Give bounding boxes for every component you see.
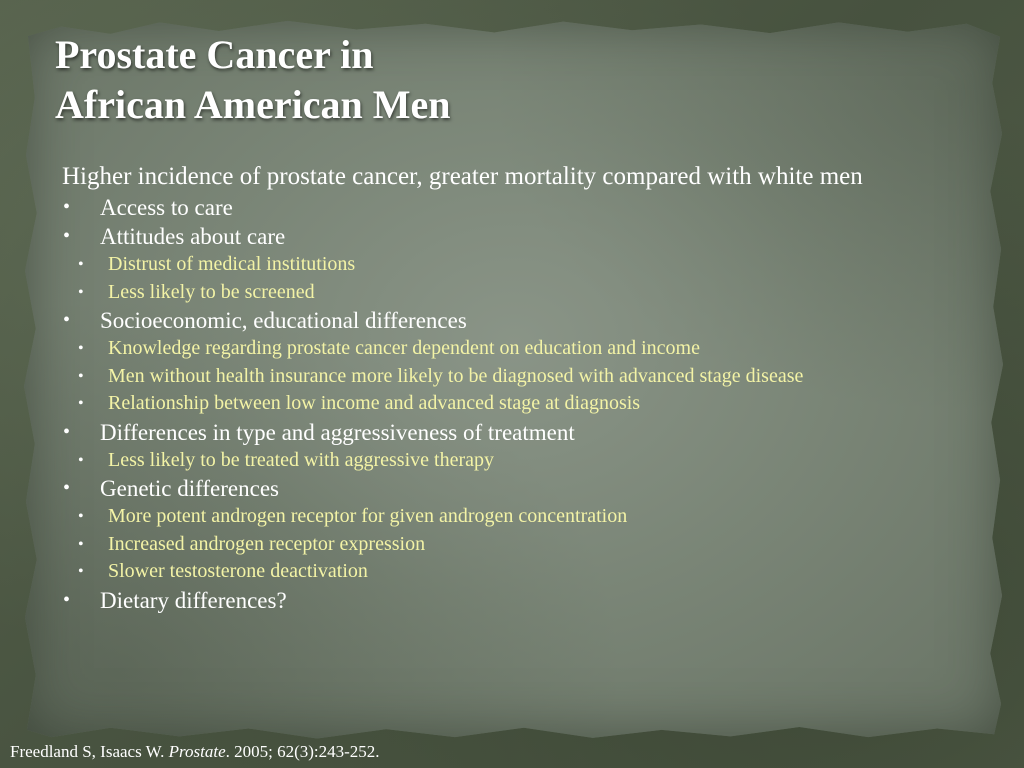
sub-bullet-item xyxy=(62,531,942,559)
sub-bullet-icon: • xyxy=(78,367,84,385)
sub-bullet-icon: • xyxy=(78,451,84,469)
sub-bullet-icon: • xyxy=(78,340,84,357)
sub-bullet-list xyxy=(62,503,942,586)
sub-bullet-icon: • xyxy=(78,535,84,553)
citation xyxy=(10,742,380,762)
bullet-item xyxy=(62,193,942,222)
bullet-text: Access to care xyxy=(100,195,233,220)
title-line-1: Prostate Cancer in xyxy=(55,32,374,77)
bullet-item xyxy=(62,586,942,615)
sub-bullet-text: Men without health insurance more likely to be diagnosed with advanced stage disease xyxy=(108,364,804,387)
bullet-icon: • xyxy=(63,588,71,611)
bullet-list xyxy=(62,193,942,615)
citation-details: . 2005; 62(3):243-252. xyxy=(225,742,380,761)
bullet-item xyxy=(62,418,942,475)
bullet-item xyxy=(62,306,942,418)
sub-bullet-item xyxy=(62,558,942,586)
sub-bullet-icon: • xyxy=(78,283,84,301)
sub-bullet-icon: • xyxy=(78,395,84,412)
sub-bullet-text: Slower testosterone deactivation xyxy=(108,560,368,582)
bullet-item xyxy=(62,474,942,586)
sub-bullet-item xyxy=(62,251,942,279)
sub-bullet-list xyxy=(62,251,942,306)
slide-body xyxy=(62,160,942,615)
sub-bullet-item xyxy=(62,335,942,363)
bullet-icon: • xyxy=(63,309,71,331)
sub-bullet-text: Relationship between low income and advanced stage at diagnosis xyxy=(108,392,641,414)
sub-bullet-item xyxy=(62,279,942,307)
bullet-icon: • xyxy=(63,420,71,443)
sub-bullet-list xyxy=(62,335,942,418)
bullet-text: Genetic differences xyxy=(100,476,280,501)
bullet-text: Attitudes about care xyxy=(100,224,286,249)
sub-bullet-text: Knowledge regarding prostate cancer dependent on education and income xyxy=(108,337,700,359)
citation-authors: Freedland S, Isaacs W. xyxy=(10,742,169,761)
sub-bullet-text: Increased androgen receptor expression xyxy=(108,532,426,555)
bullet-icon: • xyxy=(63,196,71,218)
citation-journal: Prostate xyxy=(168,742,226,761)
sub-bullet-text: Less likely to be treated with aggressive therapy xyxy=(108,448,494,471)
bullet-text: Socioeconomic, educational differences xyxy=(100,308,467,333)
sub-bullet-item xyxy=(62,390,942,418)
sub-bullet-list xyxy=(62,447,942,475)
sub-bullet-icon: • xyxy=(78,563,84,580)
bullet-text: Dietary differences? xyxy=(100,587,287,613)
bullet-icon: • xyxy=(63,477,71,499)
bullet-icon: • xyxy=(63,225,71,247)
sub-bullet-icon: • xyxy=(78,256,84,273)
sub-bullet-text: Less likely to be screened xyxy=(108,280,315,303)
intro-text: Higher incidence of prostate cancer, greater mortality compared with white men xyxy=(62,163,863,190)
sub-bullet-item xyxy=(62,503,942,531)
slide-title xyxy=(55,30,450,130)
sub-bullet-text: More potent androgen receptor for given androgen concentration xyxy=(108,505,628,527)
bullet-item xyxy=(62,222,942,306)
sub-bullet-item xyxy=(62,363,942,391)
sub-bullet-text: Distrust of medical institutions xyxy=(108,253,356,275)
title-line-2: African American Men xyxy=(55,82,451,127)
sub-bullet-icon: • xyxy=(78,508,84,525)
sub-bullet-item xyxy=(62,447,942,475)
bullet-text: Differences in type and aggressiveness of treatment xyxy=(100,419,575,445)
